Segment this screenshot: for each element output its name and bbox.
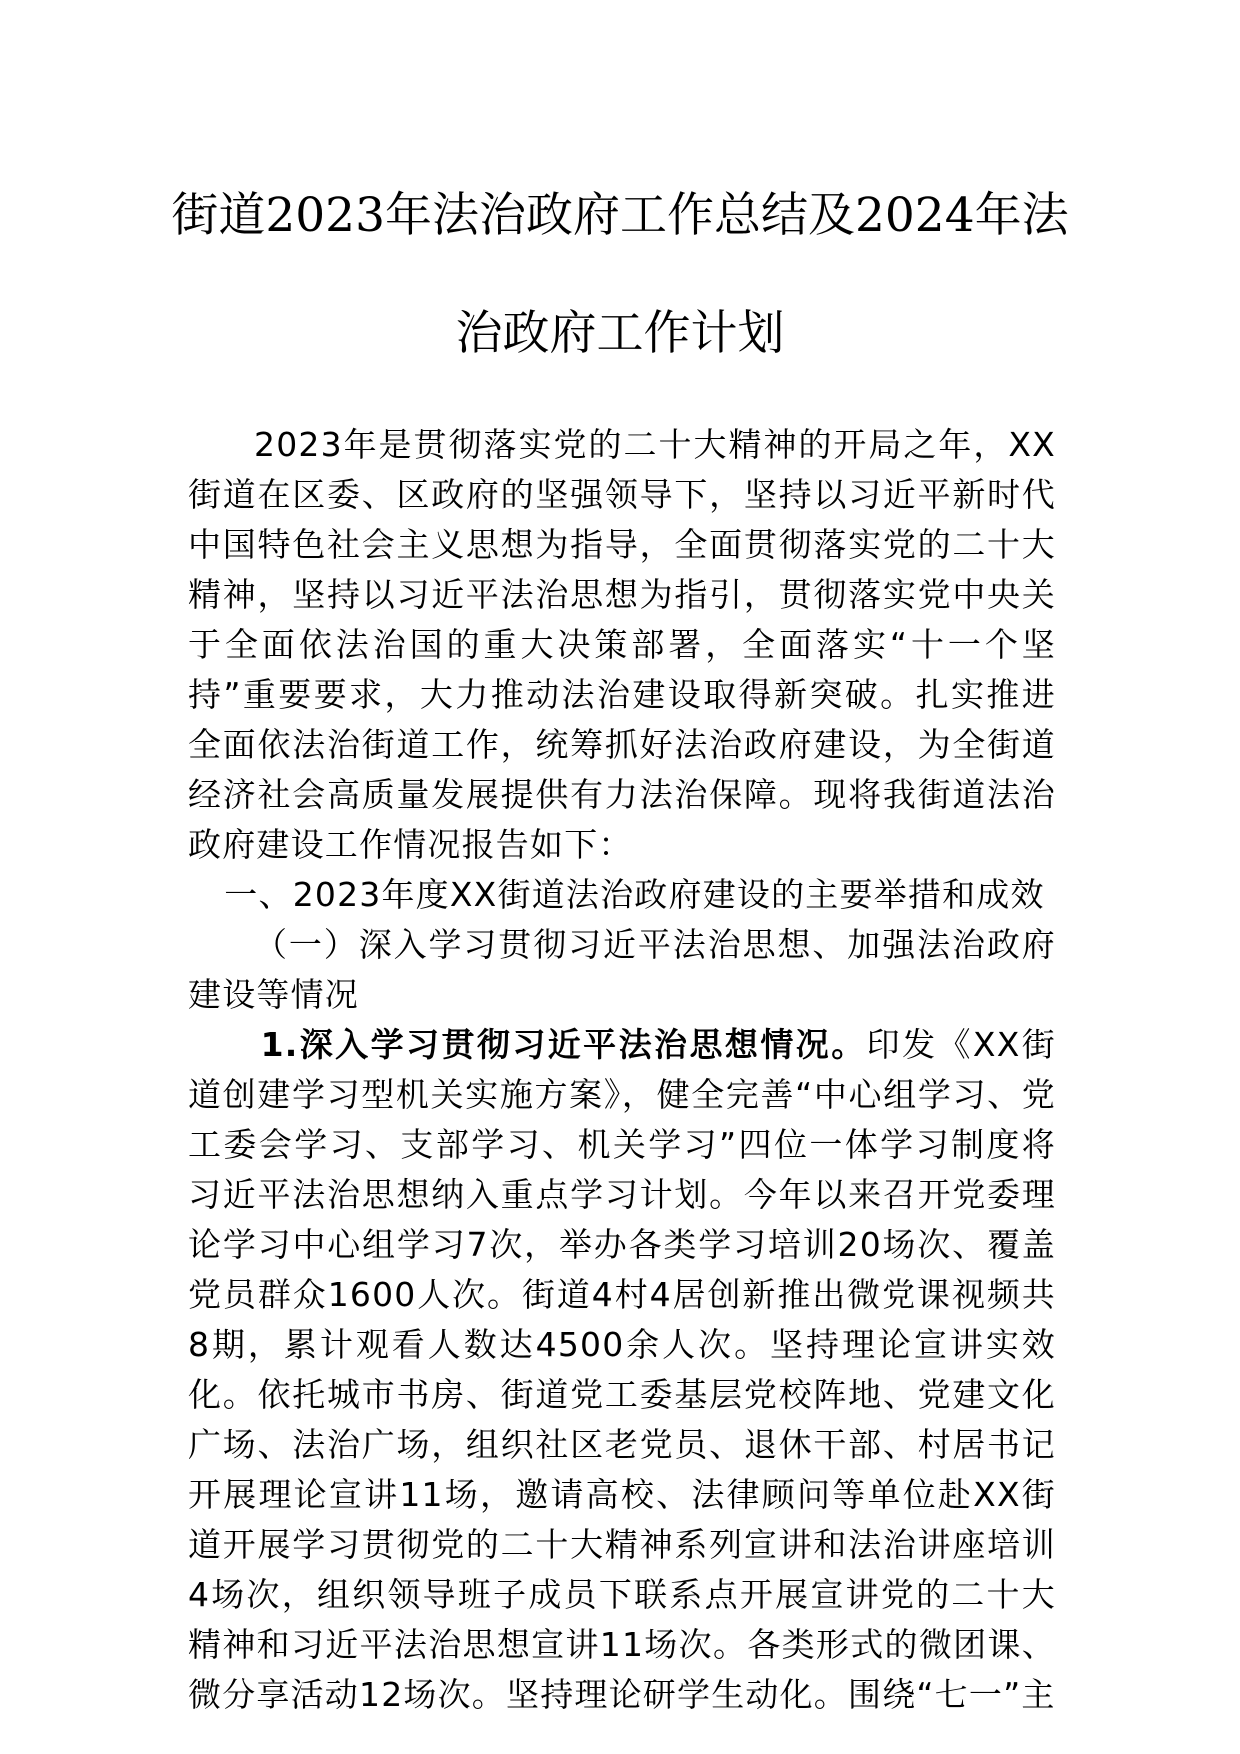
document-title-line-1: 街道2023年法治政府工作总结及2024年法 [171, 188, 1069, 243]
item-paragraph-1 [188, 1020, 1056, 1720]
item-1-lead: 1.深入学习贯彻习近平法治思想情况。 [260, 1025, 867, 1064]
intro-paragraph: 2023年是贯彻落实党的二十大精神的开局之年，XX街道在区委、区政府的坚强领导下，坚持以习近平新时代中国特色社会主义思想为指导，全面贯彻落实党的二十大精神，坚持以习近平法治思想为指引，贯彻落实党中央关于全面依法治国的重大决策部署，全面落实“十一个坚持”重要要求，大力推动法治建设取得新突破。扎实推进全面依法治街道工作，统筹抓好法治政府建设，为全街道经济社会高质量发展提供有力法治保障。现将我街道法治政府建设工作情况报告如下： [188, 425, 1056, 864]
document-body [188, 420, 1056, 1720]
item-1-text: 印发《XX街道创建学习型机关实施方案》，健全完善“中心组学习、党工委会学习、支部学习、机关学习”四位一体学习制度将习近平法治思想纳入重点学习计划。今年以来召开党委理论学习中心组学习7次，举办各类学习培训20场次、覆盖党员群众1600人次。街道4村4居创新推出微党课视频共8期，累计观看人数达4500余人次。坚持理论宣讲实效化。依托城市书房、街道党工委基层党校阵地、党建文化广场、法治广场，组织社区老党员、退休干部、村居书记开展理论宣讲11场，邀请高校、法律顾问等单位赴XX街道开展学习贯彻党的二十大精神系列宣讲和法治讲座培训4场次，组织领导班子成员下联系点开展宣讲党的二十大精神和习近平法治思想宣讲11场次。各类形式的微团课、微分享活动12场次。坚持理论研学生动化。围绕“七一”主 [188, 1025, 1056, 1714]
subsection-heading-1: （一）深入学习贯彻习近平法治思想、加强法治政府建设等情况 [188, 925, 1056, 1014]
section-heading-1: 一、2023年度XX街道法治政府建设的主要举措和成效 [224, 875, 1045, 914]
document-title-line-2: 治政府工作计划 [455, 306, 785, 361]
